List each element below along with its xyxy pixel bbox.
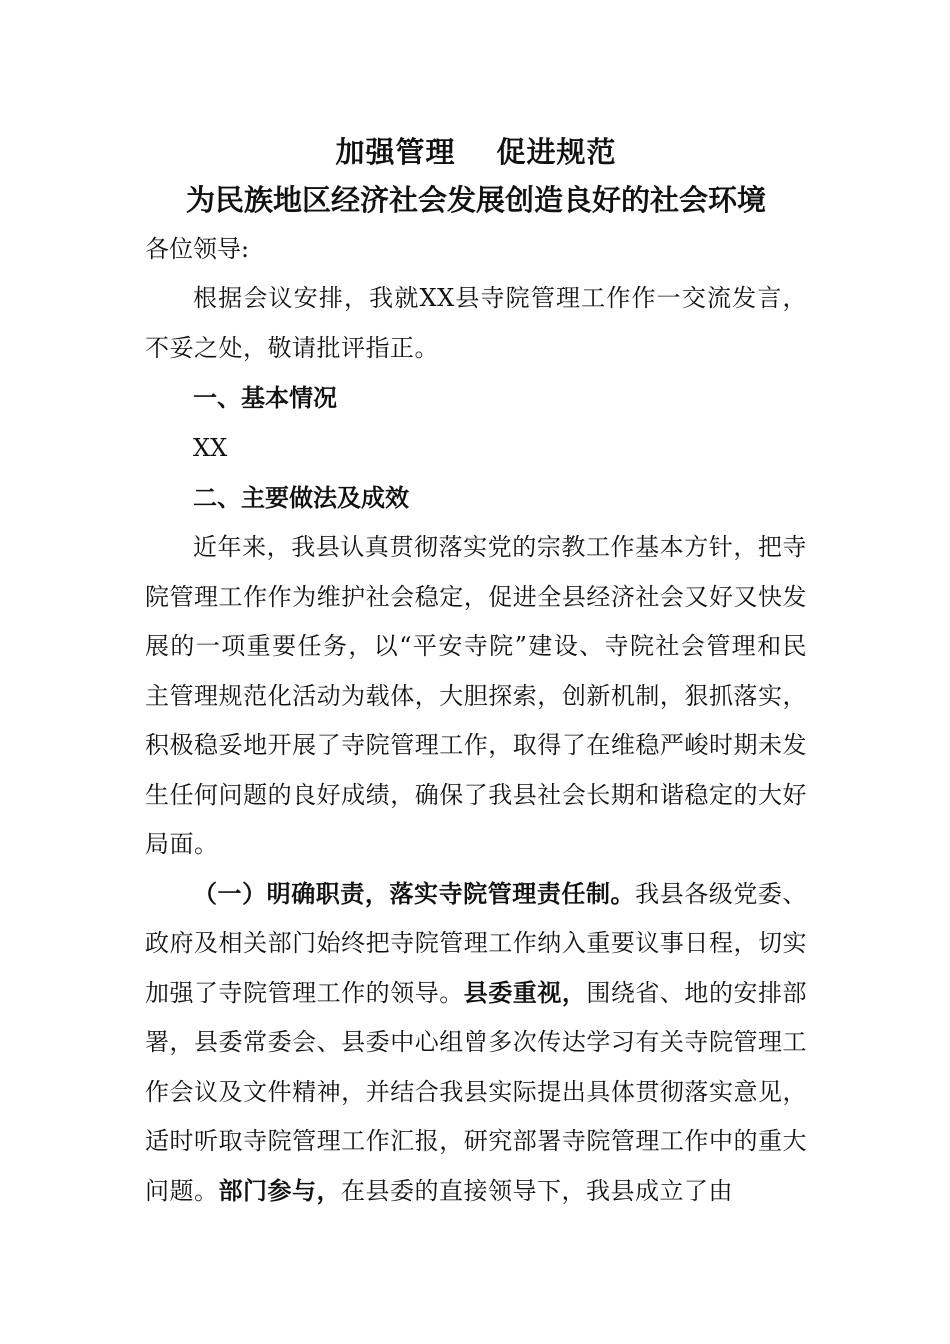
subsection1-text1: 我县各级党委、政府及相关部门始终把寺院管理工作纳入重要议事日程，切实加强了寺院管理工作的领导。 [145, 879, 807, 1007]
section1-heading: 一、基本情况 [193, 384, 337, 412]
document-body [145, 128, 807, 1216]
subsection1-heading: （一）明确职责，落实寺院管理责任制。 [193, 879, 636, 908]
salutation: 各位领导: [145, 235, 250, 263]
subsection1-text3: 在县委的直接领导下，我县成立了由 [341, 1176, 733, 1205]
document-title-line1: 加强管理 促进规范 [335, 135, 617, 169]
subsection1-bold3: 部门参与， [218, 1176, 341, 1205]
document-title-line2: 为民族地区经济社会发展创造良好的社会环境 [185, 183, 766, 217]
subsection1-text2: 围绕省、地的安排部署，县委常委会、县委中心组曾多次传达学习有关寺院管理工作会议及文件精神，并结合我县实际提出具体贯彻落实意见，适时听取寺院管理工作汇报，研究部署寺院管理工作中的重大问题。 [145, 978, 808, 1205]
intro-paragraph: 根据会议安排，我就XX县寺院管理工作作一交流发言，不妥之处，敬请批评指正。 [145, 284, 807, 362]
section1-body: XX [193, 434, 228, 462]
subsection1-bold2: 县委重视， [463, 978, 587, 1007]
subsection1-paragraph [145, 870, 807, 1217]
section2-paragraph: 近年来，我县认真贯彻落实党的宗教工作基本方针，把寺院管理工作作为维护社会稳定，促进全县经济社会又好又快发展的一项重要任务，以“平安寺院”建设、寺院社会管理和民主管理规范化活动为载体，大胆探索，创新机制，狠抓落实，积极稳妥地开展了寺院管理工作，取得了在维稳严峻时期未发生任何问题的良好成绩，确保了我县社会长期和谐稳定的大好局面。 [145, 533, 807, 858]
section2-heading: 二、主要做法及成效 [193, 484, 409, 512]
